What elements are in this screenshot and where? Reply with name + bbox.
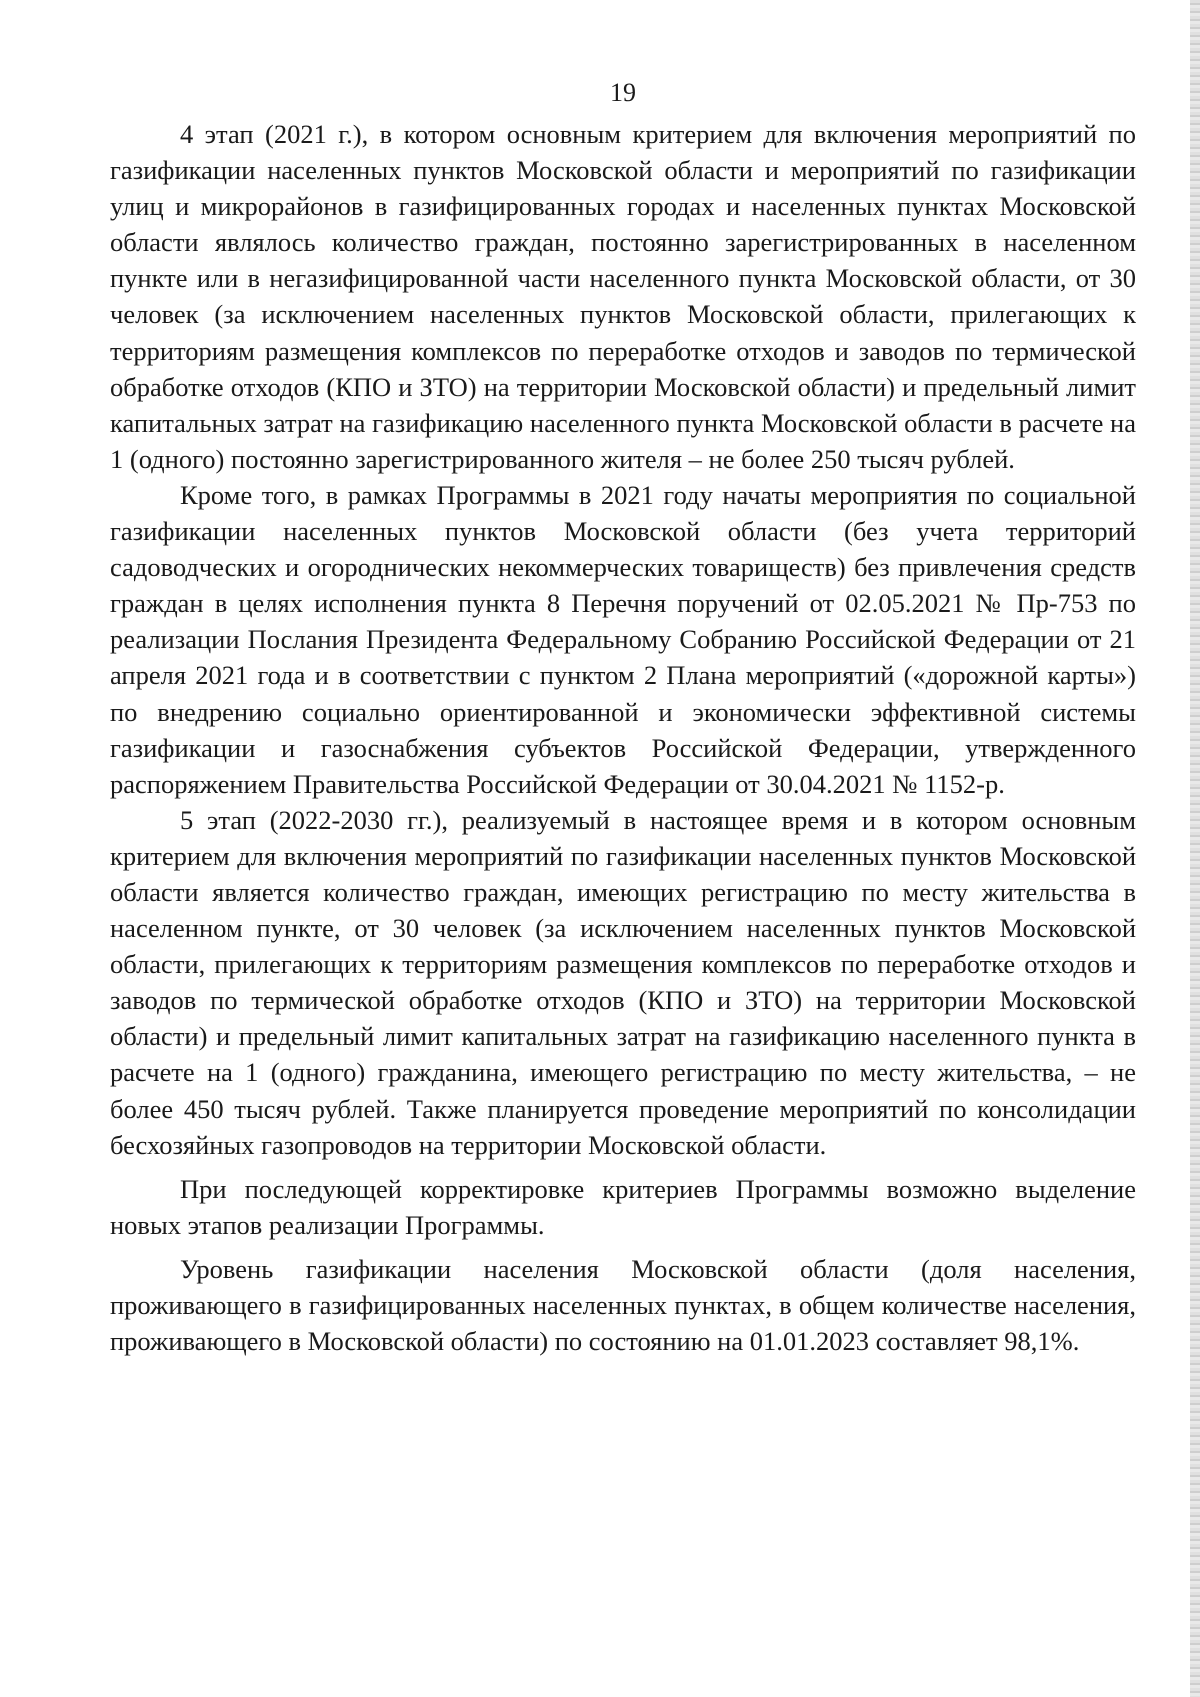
- paragraph-new-stages: При последующей корректировке критериев Программы возможно выделение новых этапов реализации Программы.: [110, 1173, 1136, 1240]
- document-body: [110, 116, 1136, 1359]
- paragraph-stage-5: 5 этап (2022-2030 гг.), реализуемый в настоящее время и в котором основным критерием для включения мероприятий по газификации населенных пунктов Московской области является количество граждан, имеющих регистрацию по месту жительства в населенном пункте, от 30 человек (за исключением населенных пунктов Московской области, прилегающих к территориям размещения комплексов по переработке отходов и заводов по термической обработке отходов (КПО и ЗТО) на территории Московской области) и предельный лимит капитальных затрат на газификацию населенного пункта в расчете на 1 (одного) гражданина, имеющего регистрацию по месту жительства, – не более 450 тысяч рублей. Также планируется проведение мероприятий по консолидации бесхозяйных газопроводов на территории Московской области.: [110, 804, 1136, 1160]
- paragraph-gasification-level: Уровень газификации населения Московской области (доля населения, проживающего в газифицированных населенных пунктах, в общем количестве населения, проживающего в Московской области) по состоянию на 01.01.2023 составляет 98,1%.: [110, 1253, 1136, 1357]
- scan-edge-artifact: [1190, 0, 1200, 1697]
- page-number: 19: [610, 78, 636, 107]
- paragraph-stage-4: 4 этап (2021 г.), в котором основным критерием для включения мероприятий по газификации населенных пунктов Московской области и мероприятий по газификации улиц и микрорайонов в газифицированных городах и населенных пунктах Московской области являлось количество граждан, постоянно зарегистрированных в населенном пункте или в негазифицированной части населенного пункта Московской области, от 30 человек (за исключением населенных пунктов Московской области, прилегающих к территориям размещения комплексов по переработке отходов и заводов по термической обработке отходов (КПО и ЗТО) на территории Московской области) и предельный лимит капитальных затрат на газификацию населенного пункта Московской области в расчете на 1 (одного) постоянно зарегистрированного жителя – не более 250 тысяч рублей.: [110, 119, 1136, 474]
- paragraph-social-gasification: Кроме того, в рамках Программы в 2021 году начаты мероприятия по социальной газификации населенных пунктов Московской области (без учета территорий садоводческих и огороднических некоммерческих товариществ) без привлечения средств граждан в целях исполнения пункта 8 Перечня поручений от 02.05.2021 № Пр-753 по реализации Послания Президента Федеральному Собранию Российской Федерации от 21 апреля 2021 года и в соответствии с пунктом 2 Плана мероприятий («дорожной карты») по внедрению социально ориентированной и экономически эффективной системы газификации и газоснабжения субъектов Российской Федерации, утвержденного распоряжением Правительства Российской Федерации от 30.04.2021 № 1152-р.: [110, 479, 1136, 799]
